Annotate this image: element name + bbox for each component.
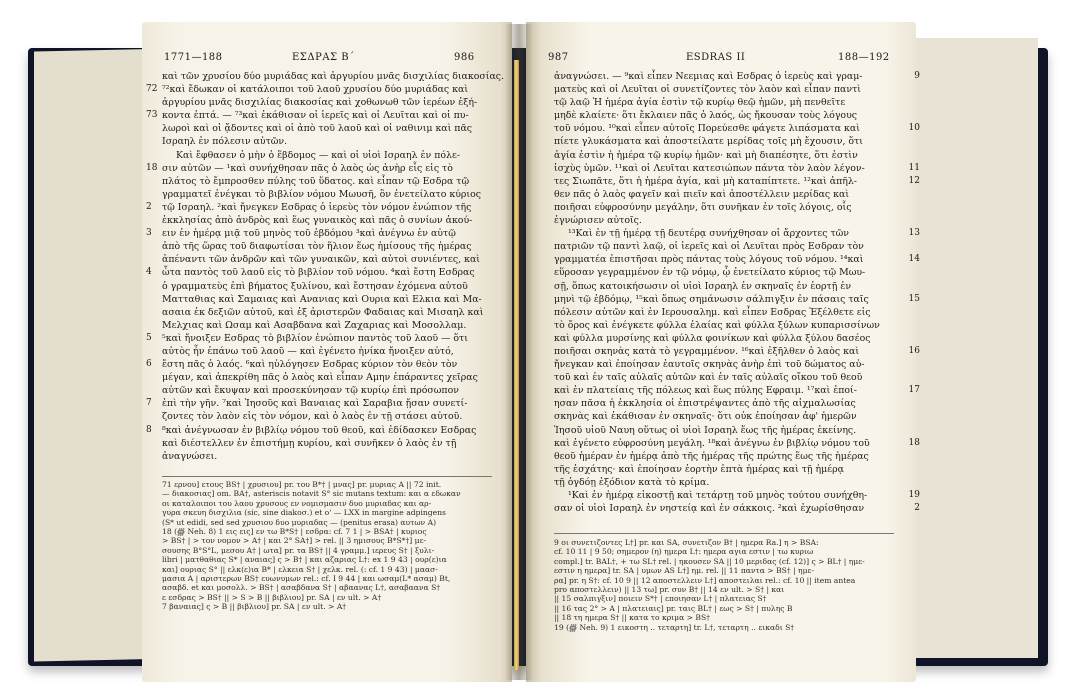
text-line [554,109,894,122]
line-text: σῇ, ὅπως κατοικήσωσιν οἱ υἱοὶ Ισραηλ ἐν σκηναῖς ἐν ἑορτῇ ἐν [554,280,852,292]
line-text: ασαια ἐκ δεξιῶν αὐτοῦ, καὶ ἐξ ἀριστερῶν Φαδαιας καὶ Μισαηλ καὶ [162,306,484,318]
text-line [162,384,492,397]
apparatus-line: εστιν η ημερα] tr. SA | υμων AS L†] ημ. rel. || 11 παντα > BS† | ημε- [554,566,815,576]
text-line [554,280,894,293]
text-line [554,332,894,345]
text-line [162,371,492,384]
apparatus-line: compl.] tr. BAL†, + τω SL† rel. | ηκουσεν SA || 10 μεριδας (cf. 12)] ς > BL† | ημε- [554,556,865,566]
line-text: κοντα ἑπτά. — ⁷³καὶ ἐκάθισαν οἱ ἱερεῖς καὶ οἱ Λευῖται καὶ οἱ πυ- [162,110,469,122]
line-text: ὁ γραμματεὺς ἐπὶ βήματος ξυλίνου, καὶ ἔστησαν ἐχόμενα αὐτοῦ [162,280,468,292]
text-line [554,240,894,253]
text-line [162,410,492,423]
text-line [554,83,894,96]
line-text: εὕροσαν γεγραμμένον ἐν τῷ νόμῳ, ᾧ ἐνετείλατο κύριος τῷ Μωυ- [554,267,866,279]
line-text: ἀργυρίου μνᾶς δισχιλίας διακοσίας καὶ χοθωνωθ τῶν ἱερέων ἑξή- [162,97,478,109]
line-text: τοῦ νόμου. ¹⁰καὶ εἶπεν αὐτοῖς Πορεύεσθε φάγετε λιπάσματα καὶ [554,123,860,135]
line-text: ¹Καὶ ἐν ἡμέρᾳ εἰκοστῇ καὶ τετάρτῃ τοῦ μηνὸς τούτου συνήχθη- [568,490,868,501]
line-text: ἤνεγκαν καὶ ἐποίησαν ἑαυτοῖς σκηνὰς ἀνὴρ ἐπὶ τοῦ δώματος αὐ- [554,359,865,371]
verse-number: 6 [146,359,152,370]
line-text: μέγαν, καὶ ἀπεκρίθη πᾶς ὁ λαὸς καὶ εἶπαν Αμην ἐπάραντες χεῖρας [162,372,478,384]
text-line [554,358,894,371]
right-header-range: 188—192 [838,52,890,63]
text-line [162,214,492,227]
apparatus-line: και] ουριας S° || ελκ(ε)ια B* | ελκεια S† | χελκ. rel. (: cf. 1 9 43) | μαασ- [162,564,438,574]
apparatus-line: 18 (∰ Neh. 8) 1 εις εις] εν τω B*S† | εσδρα: cf. 7 1 | > BSA† | κυριος [162,526,427,536]
line-text: ποιῆσαι εὐφροσύνην μεγάλην, ὅτι συνῆκαν ἐν τοῖς λόγοις, οἷς [554,201,852,213]
text-line [162,306,492,319]
left-apparatus [162,480,492,611]
apparatus-line: (S* ut edidi, sed sed χρυσιου δυο μυριαδας — (penitus erasa) αυτων A) [162,517,437,527]
apparatus-line: — διακοσιας] om. BA†, asteriscis notavit S° sic mutans textum: και α εδωκαν [162,489,461,499]
text-line [554,149,894,162]
apparatus-line: libri | ματθαθιας S* | αναιας] ς > B† | και αζαριας L†: ex 1 9 43 | ουρ(ε)ια [162,555,447,565]
line-text: τῆς ἐσχάτης· καὶ ἐποίησαν ἑορτὴν ἑπτὰ ἡμέρας καὶ τῇ ἡμέρᾳ [554,463,844,475]
left-body-text [146,70,505,463]
line-text: ⁵καὶ ἤνοιξεν Εσδρας τὸ βιβλίον ἐνώπιον παντὸς τοῦ λαοῦ — ὅτι [162,332,468,344]
text-line [146,83,492,96]
text-line [554,397,894,410]
line-text: τῇ ὀγδόῃ ἐξόδιον κατὰ τὸ κρίμα. [554,476,710,488]
text-line [146,201,492,214]
text-line [554,188,894,201]
verse-number: 16 [908,345,920,356]
text-line [554,463,894,476]
text-line [554,227,920,240]
apparatus-line: cf. 10 11 | 9 50; σημερον (η) ημερα L†: ημερα αγια εστιν | τω κυριω [554,547,814,557]
line-text: καὶ ἐγένετο εὐφροσύνη μεγάλη. ¹⁸καὶ ἀνέγνω ἐν βιβλίῳ νόμου τοῦ [554,437,870,449]
line-text: ⁷²καὶ ἔδωκαν οἱ κατάλοιποι τοῦ λαοῦ χρυσίου δύο μυριάδας καὶ [162,84,469,96]
verse-number: 2 [914,503,920,514]
text-line [554,266,894,279]
line-text: σιν αὐτῶν — ¹καὶ συνήχθησαν πᾶς ὁ λαὸς ὡς ἀνὴρ εἷς εἰς τὸ [162,162,453,174]
text-line [162,280,492,293]
text-line [162,149,492,162]
text-line [554,70,920,83]
line-text: αὐτὸς ἦν ἐπάνω τοῦ λαοῦ — καὶ ἐγένετο ἡνίκα ἤνοιξεν αὐτό, [162,345,454,357]
text-line [554,450,894,463]
line-text: τες Σιωπᾶτε, ὅτι ἡ ἡμέρα ἁγία, καὶ μὴ καταπίπτετε. ¹²καὶ ἀπῆλ- [554,175,857,187]
apparatus-line: 9 οι συνετιζοντες L†] pr. και SA, συνετιζον B† | ημερα Ra.] η > BSA: [554,538,819,547]
text-line [146,162,492,175]
left-page-number: 986 [454,52,475,63]
verse-number: 18 [908,437,920,448]
line-text: ¹³Καὶ ἐν τῇ ἡμέρᾳ τῇ δευτέρᾳ συνήχθησαν οἱ ἄρχοντες τῶν [568,228,849,240]
line-text: Ισραηλ ἐν πόλεσιν αὐτῶν. [162,136,288,148]
verse-number: 11 [908,162,920,173]
line-text: ἁγία ἐστὶν ἡ ἡμέρα τῷ κυρίῳ ἡμῶν· καὶ μὴ διαπέσητε, ὅτι ἐστὶν [554,149,858,161]
text-line [554,175,920,188]
text-line [554,135,894,148]
line-text: σαν οἱ υἱοὶ Ισραηλ ἐν νηστείᾳ καὶ ἐν σάκκοις. ²καὶ ἐχωρίσθησαν [554,503,865,515]
text-line [146,332,492,345]
line-text: Ματταθιας καὶ Σαμαιας καὶ Ανανιας καὶ Ουρια καὶ Ελκια καὶ Μα- [162,293,482,305]
text-line [146,397,492,410]
right-apparatus-rule [554,533,894,534]
verse-number: 73 [146,110,158,121]
line-text: Ἰησοῦ υἱοῦ Ναυη οὕτως οἱ υἱοὶ Ισραηλ ἕως τῆς ἡμέρας ἐκείνης. [554,424,857,436]
text-line [162,70,505,83]
right-apparatus [554,538,894,632]
line-text: Καὶ ἔφθασεν ὁ μὴν ὁ ἕβδομος — καὶ οἱ υἱοὶ Ισραηλ ἐν πόλε- [176,149,460,161]
line-text: ματεὺς καὶ οἱ Λευῖται οἱ συνετίζοντες τὸν λαὸν καὶ εἶπαν παντὶ [554,84,861,96]
right-page [526,22,920,682]
verse-number: 2 [146,201,152,212]
apparatus-line: ρα] pr. η S†: cf. 10 9 || 12 αποστελλειν L†] αποστειλαι rel.: cf. 10 || item antea [554,575,856,585]
text-line [554,319,894,332]
text-line [162,122,492,135]
line-text: πλάτος τὸ ἔμπροσθεν πύλης τοῦ ὕδατος. καὶ εἶπαν τῷ Εσδρα τῷ [162,175,470,187]
line-text: ησαν πᾶσα ἡ ἐκκλησία οἱ ἐπιστρέψαντες ἀπὸ τῆς αἰχμαλωσίας [554,398,856,410]
right-body-text [554,70,920,515]
verse-number: 13 [908,228,920,239]
line-text: σκηνὰς καὶ ἐκάθισαν ἐν σκηναῖς· ὅτι οὐκ ἐποίησαν ἀφ' ἡμερῶν [554,411,857,423]
line-text: θεν πᾶς ὁ λαὸς φαγεῖν καὶ πιεῖν καὶ ἀποστέλλειν μερίδας καὶ [554,188,850,200]
text-line [554,162,920,175]
line-text: ἐγνώρισεν αὐτοῖς. [554,215,642,227]
text-line [554,371,894,384]
line-text: ποιῆσαι σκηνὰς κατὰ τὸ γεγραμμένον. ¹⁶καὶ ἐξῆλθεν ὁ λαὸς καὶ [554,345,860,357]
text-line [162,135,492,148]
line-text: τὸ ὄρος καὶ ἐνέγκετε φύλλα ἐλαίας καὶ φύλλα ξύλων κυπαρισσίνων [554,319,880,331]
right-header-title: ESDRAS II [686,52,746,63]
line-text: καὶ τῶν χρυσίου δύο μυριάδας καὶ ἀργυρίου μνᾶς δισχιλίας διακοσίας. [162,71,505,82]
apparatus-line: οι καταλοιποι του λαου χρυσους εν νομισμασιν δυο μυριαδας και αρ- [162,498,432,508]
text-line [162,188,492,201]
text-line [162,253,492,266]
apparatus-line: ασαβδ. et και μοσολλ. > BS† | ασαβδανα S† | αβαανας L†, ασαβαανα S† [162,583,441,593]
line-text: ειν ἐν ἡμέρᾳ μιᾷ τοῦ μηνὸς τοῦ ἑβδόμου ³καὶ ἀνέγνω ἐν αὐτῷ [162,228,456,240]
text-line [162,319,492,332]
verse-number: 8 [146,424,152,435]
right-page-number: 987 [548,52,569,63]
line-text: τῷ λαῷ Ἡ ἡμέρα ἁγία ἐστὶν τῷ κυρίῳ θεῷ ἡμῶν, μὴ πενθεῖτε [554,97,846,109]
line-text: πόλεσιν αὐτῶν καὶ ἐν Ιερουσαλημ. καὶ εἶπεν Εσδρας Ἐξέλθετε εἰς [554,306,871,318]
book-gutter [505,24,533,680]
line-text: ἰσχὺς ὑμῶν. ¹¹καὶ οἱ Λευῖται κατεσιώπων πάντα τὸν λαὸν λέγον- [554,162,865,174]
line-text: ἀναγνώσει. — ⁹καὶ εἶπεν Νεεμιας καὶ Εσδρας ὁ ἱερεὺς καὶ γραμ- [554,71,863,82]
text-line [554,502,920,515]
apparatus-line: γυρα σκευη δισχιλια (sic, sine diakoσ.) et o' — LXX in margine adpingens [162,508,446,518]
text-line [554,201,894,214]
text-line [146,227,492,240]
line-text: καὶ διέστελλεν ἐν ἐπιστήμῃ κυρίου, καὶ συνῆκεν ὁ λαὸς ἐν τῇ [162,437,457,449]
text-line [554,345,920,358]
line-text: λωροὶ καὶ οἱ ᾄδοντες καὶ οἱ ἀπὸ τοῦ λαοῦ καὶ οἱ ναθινιμ καὶ πᾶς [162,123,473,135]
line-text: καὶ ἐν πλατείαις τῆς πόλεως καὶ ἕως πύλης Εφραιμ. ¹⁷καὶ ἐποί- [554,385,857,397]
text-line [146,266,492,279]
line-text: πατριῶν τῷ παντὶ λαῷ, οἱ ἱερεῖς καὶ οἱ Λευῖται πρὸς Εσδραν τὸν [554,241,864,253]
line-text: γραμματεῖ ἐνέγκαι τὸ βιβλίον νόμου Μωυσῆ, ὃν ἐνετείλατο κύριος [162,188,481,200]
text-line [162,450,492,463]
line-text: τῷ Ισραηλ. ²καὶ ἤνεγκεν Εσδρας ὁ ἱερεὺς τὸν νόμον ἐνώπιον τῆς [162,201,472,213]
line-text: αὐτῶν καὶ ἔκυψαν καὶ προσεκύνησαν τῷ κυρίῳ ἐπὶ πρόσωπον [162,385,459,397]
text-line [162,175,492,188]
apparatus-line: || 16 τας 2° > A | πλατειαις] pr. ταις BL† | εως > S† | πυλης B [554,603,793,613]
apparatus-line: pro αποστελλειν) || 13 τω] pr. συν B† || 14 εν ult. > S† | και [554,584,785,594]
line-text: θεοῦ ἡμέραν ἐν ἡμέρᾳ ἀπὸ τῆς ἡμέρας τῆς πρώτης ἕως τῆς ἡμέρας [554,450,869,462]
line-text: μηδὲ κλαίετε· ὅτι ἔκλαιεν πᾶς ὁ λαός, ὡς ἤκουσαν τοὺς λόγους [554,110,858,122]
line-text: ἔστη πᾶς ὁ λαός. ⁶καὶ ηὐλόγησεν Εσδρας κύριον τὸν θεὸν τὸν [162,359,458,371]
text-line [554,214,894,227]
text-line [554,424,894,437]
text-line [554,476,894,489]
line-text: ἐκκλησίας ἀπὸ ἀνδρὸς καὶ ἕως γυναικὸς καὶ πᾶς ὁ συνίων ἀκού- [162,215,473,227]
verse-number: 72 [146,84,158,95]
text-line [554,293,920,306]
verse-number: 12 [908,175,920,186]
text-line [554,489,920,502]
left-apparatus-rule [162,476,492,477]
text-line [146,109,492,122]
right-page-edges [900,38,1038,658]
verse-number: 14 [908,254,920,265]
line-text: ἀπὸ τῆς ὥρας τοῦ διαφωτίσαι τὸν ἥλιον ἕως ἡμίσους τῆς ἡμέρας [162,241,472,253]
apparatus-line: 7 βαναιας] ς > B || βιβλιου] pr. SA | εν ult. > A† [162,602,347,612]
line-text: ζοντες τὸν λαὸν εἰς τὸν νόμον, καὶ ὁ λαὸς ἐν τῇ στάσει αὐτοῦ. [162,411,463,423]
text-line [554,96,894,109]
verse-number: 18 [146,162,158,173]
text-line [554,122,920,135]
verse-number: 5 [146,332,152,343]
line-text: ⁸καὶ ἀνέγνωσαν ἐν βιβλίῳ νόμου τοῦ θεοῦ, καὶ ἐδίδασκεν Εσδρας [162,424,477,436]
verse-number: 9 [914,71,920,81]
line-text: καὶ φύλλα μυρσίνης καὶ φύλλα φοινίκων καὶ φύλλα ξύλου δασέος [554,332,871,344]
text-line [554,437,920,450]
apparatus-line: 71 ερνου] ετους BS† | χρυσιου] pr. του B*† | μνας] pr. μυριας A || 72 init. [162,480,442,489]
apparatus-line: μασια A | αριστερων BS† ευωνυμων rel.: cf. I 9 44 | και ωσαμ(L* ασαμ) Bt, [162,573,451,583]
left-header-range: 1771—188 [164,52,223,63]
line-text: τοῦ καὶ ἐν ταῖς αὐλαῖς αὐτῶν καὶ ἐν ταῖς αὐλαῖς οἴκου τοῦ θεοῦ [554,372,863,384]
line-text: ὦτα παντὸς τοῦ λαοῦ εἰς τὸ βιβλίον τοῦ νόμου. ⁴καὶ ἔστη Εσδρας [162,267,475,279]
text-line [146,424,492,437]
line-text: γραμματέα ἐπιστῆσαι πρὸς πάντας τοὺς λόγους τοῦ νόμου. ¹⁴καὶ [554,254,864,266]
verse-number: 10 [908,123,920,134]
verse-number: 4 [146,267,152,278]
verse-number: 19 [908,490,920,500]
line-text: ἀναγνώσει. [162,450,218,462]
text-line [162,293,492,306]
left-page [142,22,512,682]
verse-number: 17 [908,385,920,396]
verse-number: 7 [146,398,152,409]
bookmark-ribbon [514,60,519,670]
line-text: μηνὶ τῷ ἑβδόμῳ, ¹⁵καὶ ὅπως σημάνωσιν σάλπιγξιν ἐν πάσαις ταῖς [554,293,869,305]
line-text: πίετε γλυκάσματα καὶ ἀποστείλατε μερίδας τοῖς μὴ ἔχουσιν, ὅτι [554,136,863,148]
apparatus-line: > BS† | > τον νομον > A† | και 2° SA†] > rel. || 3 ημισους B*S*†] με- [162,536,427,546]
text-line [162,96,492,109]
apparatus-line: ε εσδρας > BS† || > S > B || βιβλιου] pr. SA | εν ult. > A† [162,592,382,602]
verse-number: 15 [908,293,920,304]
apparatus-line: || 15 σαλπιγξιν] ποιειν S*† | εποιησαν L† | πλατειας S† [554,594,767,604]
text-line [162,345,492,358]
text-line [554,410,894,423]
text-line [162,240,492,253]
line-text: ἀπέναντι τῶν ἀνδρῶν καὶ τῶν γυναικῶν, καὶ αὐτοὶ συνιέντες, καὶ [162,254,480,266]
apparatus-line: σουσης B°S°L, μεσου A† | ωτα] pr. τα BS† || 4 γραμμ.] ιερευς S† | ξυλι- [162,545,435,555]
text-line [554,306,894,319]
text-line [554,253,920,266]
line-text: ἐπὶ τὴν γῆν. ⁷καὶ Ἰησοῦς καὶ Βαναιας καὶ Σαραβια ᾔσαν συνετί- [162,398,468,410]
line-text: Μελχιας καὶ Ωσαμ καὶ Ασαβδανα καὶ Ζαχαριας καὶ Μοσολλαμ. [162,319,467,331]
left-header-title: ΕΣΔΡΑΣ Β΄ [292,52,355,63]
apparatus-line: 19 (∰ Neh. 9) 1 εικοστη .. τεταρτη] tr. L†, τεταρτη .. εικαδι S† [554,622,795,632]
text-line [162,437,492,450]
text-line [554,384,920,397]
apparatus-line: || 18 τη ημερα S† || κατα το κριμα > BS† [554,613,710,623]
verse-number: 3 [146,228,152,239]
text-line [146,358,492,371]
